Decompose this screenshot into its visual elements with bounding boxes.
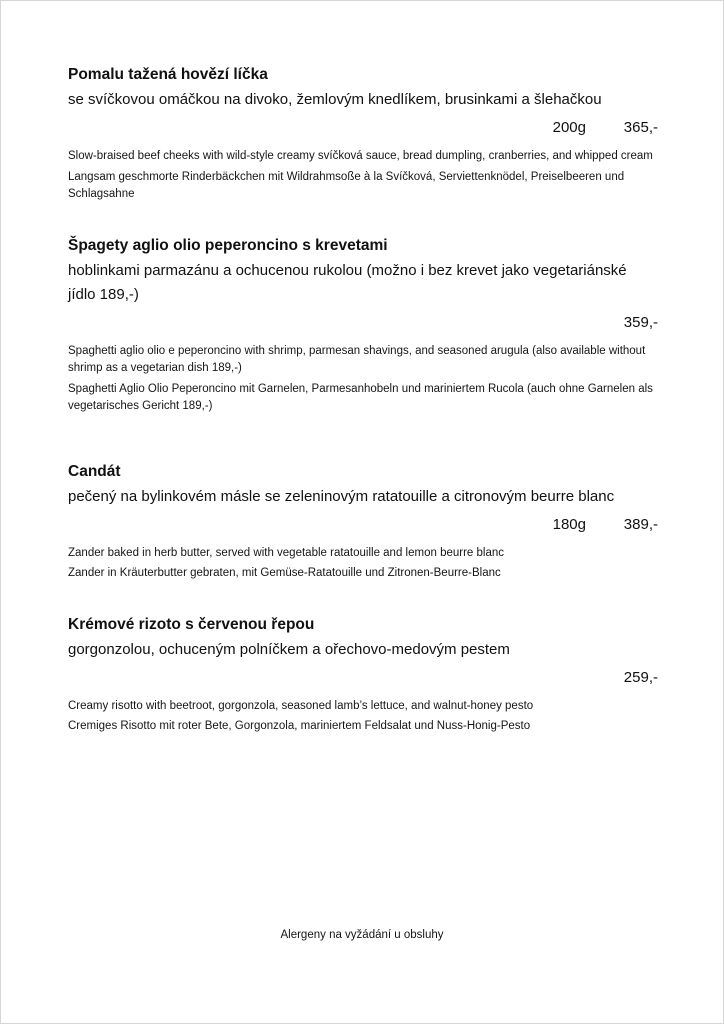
menu-content	[68, 63, 658, 766]
dish-weight: 180g	[552, 515, 586, 533]
dish-translation-german: Langsam geschmorte Rinderbäckchen mit Wildrahmsoße à la Svíčková, Serviettenknödel, Preiselbeeren und Schlagsahne	[68, 170, 625, 200]
allergens-note: Alergeny na vyžádání u obsluhy	[280, 929, 444, 941]
price-row	[68, 312, 658, 334]
menu-item-spaghetti	[68, 234, 658, 416]
dish-weight: 200g	[552, 119, 586, 136]
dish-price: 259,-	[623, 668, 658, 686]
menu-item-zander	[68, 460, 658, 583]
dish-title: Špagety aglio olio peperoncino s krevetami	[68, 236, 388, 254]
dish-title: Pomalu tažená hovězí líčka	[68, 66, 268, 83]
dish-description: hoblinkami parmazánu a ochucenou rukolou (možno i bez krevet jako vegetariánské jídlo 189,-)	[68, 261, 627, 303]
dish-translation-german: Spaghetti Aglio Olio Peperoncino mit Garnelen, Parmesanhobeln und mariniertem Rucola (auch ohne Garnelen als vegetarisches Gericht 189,-)	[68, 382, 653, 412]
price-row	[68, 514, 658, 536]
dish-title: Candát	[68, 462, 121, 480]
dish-translation-german: Zander in Kräuterbutter gebraten, mit Gemüse-Ratatouille und Zitronen-Beurre-Blanc	[68, 567, 501, 579]
dish-translation-german: Cremiges Risotto mit roter Bete, Gorgonzola, mariniertem Feldsalat und Nuss-Honig-Pesto	[68, 720, 531, 732]
dish-description: pečený na bylinkovém másle se zeleninovým ratatouille a citronovým beurre blanc	[68, 487, 615, 505]
dish-translation-english: Creamy risotto with beetroot, gorgonzola, seasoned lamb’s lettuce, and walnut-honey pesto	[68, 699, 534, 712]
price-row	[68, 667, 658, 689]
menu-item-risotto	[68, 613, 658, 736]
dish-price: 365,-	[623, 119, 658, 136]
dish-price: 359,-	[623, 313, 658, 331]
dish-title: Krémové rizoto s červenou řepou	[68, 615, 315, 633]
dish-translation-english: Zander baked in herb butter, served with vegetable ratatouille and lemon beurre blanc	[68, 546, 504, 559]
dish-description: se svíčkovou omáčkou na divoko, žemlovým knedlíkem, brusinkami a šlehačkou	[68, 91, 602, 108]
dish-translation-english: Slow-braised beef cheeks with wild-style creamy svíčková sauce, bread dumpling, cranberries, and whipped cream	[68, 150, 653, 162]
dish-price: 389,-	[623, 515, 658, 533]
dish-description: gorgonzolou, ochuceným polníčkem a ořechovo-medovým pestem	[68, 640, 510, 658]
price-row	[68, 117, 658, 139]
dish-translation-english: Spaghetti aglio olio e peperoncino with shrimp, parmesan shavings, and seasoned arugula (also available without shrimp as a vegetarian dish 189,-)	[68, 344, 646, 374]
menu-item-beef-cheeks	[68, 63, 658, 204]
